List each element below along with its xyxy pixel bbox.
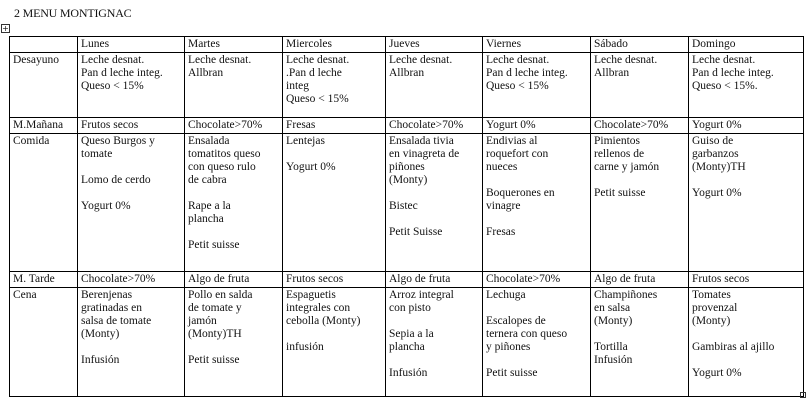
menu-cell: Lentejas Yogurt 0% [283, 134, 386, 272]
menu-cell: Champiñones en salsa (Monty) Tortilla Infusión [591, 288, 689, 397]
meal-row-media-manana [10, 118, 804, 134]
menu-cell: Chocolate>70% [591, 118, 689, 134]
day-header: Miercoles [283, 37, 386, 53]
menu-cell: Chocolate>70% [185, 118, 283, 134]
menu-cell: Queso Burgos y tomate Lomo de cerdo Yogurt 0% [78, 134, 185, 272]
menu-cell: Lechuga Escalopes de ternera con queso y piñones Petit suisse [483, 288, 591, 397]
menu-cell: Leche desnat. Allbran [185, 53, 283, 118]
document-title: 2 MENU MONTIGNAC [14, 6, 132, 20]
menu-cell: Espaguetis integrales con cebolla (Monty) infusión [283, 288, 386, 397]
menu-cell: Berenjenas gratinadas en salsa de tomate (Monty) Infusión [78, 288, 185, 397]
menu-cell: Leche desnat. Allbran [591, 53, 689, 118]
meal-row-merienda [10, 272, 804, 288]
menu-cell: Algo de fruta [386, 272, 483, 288]
meal-label: Comida [10, 134, 78, 272]
header-corner-cell [10, 37, 78, 53]
day-header: Lunes [78, 37, 185, 53]
menu-cell: Chocolate>70% [386, 118, 483, 134]
menu-cell: Frutos secos [283, 272, 386, 288]
menu-cell: Chocolate>70% [483, 272, 591, 288]
menu-cell: Ensalada tomatitos queso con queso rulo de cabra Rape a la plancha Petit suisse [185, 134, 283, 272]
menu-cell: Chocolate>70% [78, 272, 185, 288]
day-header: Sábado [591, 37, 689, 53]
menu-cell: Algo de fruta [591, 272, 689, 288]
menu-cell: Leche desnat. Pan d leche integ. Queso < 15%. [689, 53, 804, 118]
menu-cell: Endivias al roquefort con nueces Boquerones en vinagre Fresas [483, 134, 591, 272]
menu-cell: Pimientos rellenos de carne y jamón Petit suisse [591, 134, 689, 272]
menu-cell: Leche desnat. .Pan d leche integ Queso < 15% [283, 53, 386, 118]
menu-table [9, 36, 804, 397]
menu-cell: Fresas [283, 118, 386, 134]
menu-cell: Frutos secos [689, 272, 804, 288]
table-resize-handle-icon[interactable] [800, 392, 806, 398]
meal-row-desayuno [10, 53, 804, 118]
menu-cell: Yogurt 0% [689, 118, 804, 134]
menu-cell: Ensalada tivia en vinagreta de piñones (Monty) Bistec Petit Suisse [386, 134, 483, 272]
menu-cell: Leche desnat. Pan d leche integ. Queso < 15% [78, 53, 185, 118]
meal-label: M.Mañana [10, 118, 78, 134]
meal-row-comida [10, 134, 804, 272]
table-move-handle-icon[interactable]: + [2, 24, 9, 33]
meal-label: M. Tarde [10, 272, 78, 288]
menu-cell: Yogurt 0% [483, 118, 591, 134]
day-header: Jueves [386, 37, 483, 53]
menu-cell: Frutos secos [78, 118, 185, 134]
menu-cell: Algo de fruta [185, 272, 283, 288]
menu-cell: Pollo en salda de tomate y jamón (Monty)TH Petit suisse [185, 288, 283, 397]
header-row [10, 37, 804, 53]
day-header: Viernes [483, 37, 591, 53]
day-header: Martes [185, 37, 283, 53]
menu-cell: Arroz integral con pisto Sepia a la plancha Infusión [386, 288, 483, 397]
meal-label: Cena [10, 288, 78, 397]
menu-cell: Guiso de garbanzos (Monty)TH Yogurt 0% [689, 134, 804, 272]
menu-cell: Leche desnat. Allbran [386, 53, 483, 118]
meal-row-cena [10, 288, 804, 397]
day-header: Domingo [689, 37, 804, 53]
meal-label: Desayuno [10, 53, 78, 118]
menu-cell: Tomates provenzal (Monty) Gambiras al ajillo Yogurt 0% [689, 288, 804, 397]
menu-cell: Leche desnat. Pan d leche integ. Queso < 15% [483, 53, 591, 118]
